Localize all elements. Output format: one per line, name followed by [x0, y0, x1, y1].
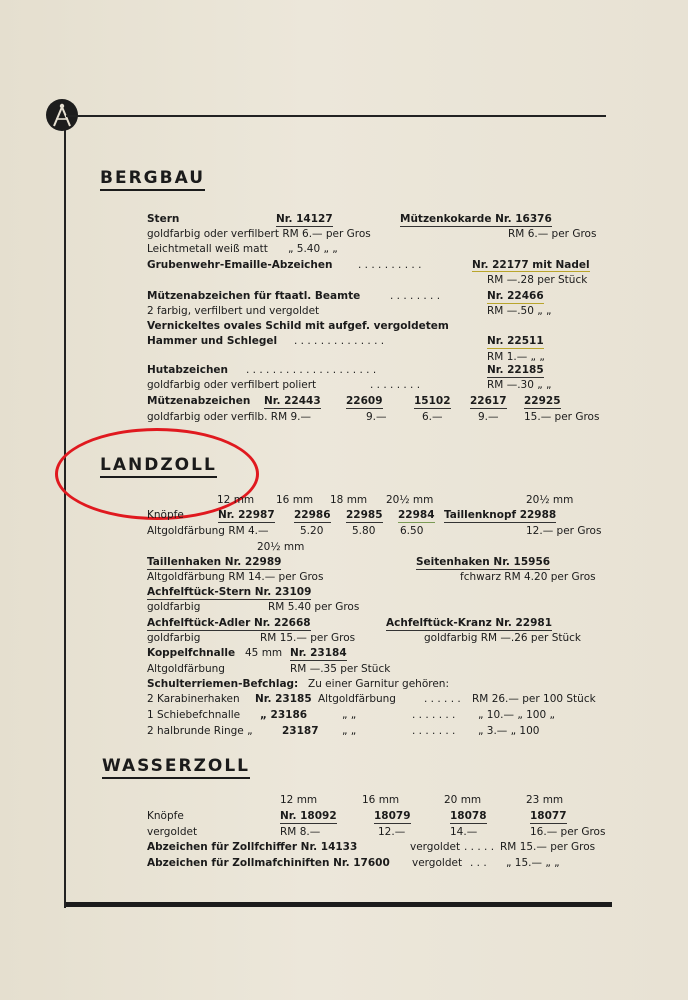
size-label: 18 mm [330, 494, 368, 506]
item-desc: Altgoldfärbung RM 14.— per Gros [147, 571, 324, 583]
size-label: 12 mm [217, 494, 255, 506]
item-desc: Leichtmetall weiß matt [147, 243, 268, 255]
item-number: 23187 [282, 725, 319, 737]
item-desc: Zu einer Garnitur gehören: [308, 678, 449, 690]
size-label: 20 mm [444, 794, 482, 806]
item-name: Achfelftück-Adler Nr. 22668 [147, 617, 311, 629]
item-price: RM 6.— per Gros [508, 228, 597, 240]
item-name: Abzeichen für Zollfchiffer Nr. 14133 [147, 841, 358, 853]
item-number: Nr. 22185 [487, 364, 544, 376]
item-name: Schulterriemen-Befchlag: [147, 678, 299, 690]
item-price: 6.— [422, 411, 443, 423]
item-number: Nr. 22443 [264, 395, 321, 407]
item-name: Achfelftück-Kranz Nr. 22981 [386, 617, 553, 629]
leader-dots: . . . . . . . . . . . . . . [294, 335, 385, 347]
item-desc: Altgoldfärbung [147, 663, 225, 675]
item-name: Taillenknopf 22988 [444, 509, 557, 521]
leader-dots: . . . . . . . [412, 709, 456, 721]
item-name: Hammer und Schlegel [147, 335, 278, 347]
item-number: 18078 [450, 810, 487, 822]
item-desc: goldfarbig [147, 632, 201, 644]
item-number: 22925 [524, 395, 561, 407]
item-number: 22985 [346, 509, 383, 521]
item-number: Nr. 22466 [487, 290, 544, 302]
item-desc: Altgoldfärbung [318, 693, 396, 705]
item-name: Koppelfchnalle [147, 647, 236, 659]
item-desc: goldfarbig oder verfilbert RM 6.— per Gros [147, 228, 371, 240]
item-desc: vergoldet [412, 857, 463, 869]
item-name: Seitenhaken Nr. 15956 [416, 556, 551, 568]
item-price: goldfarbig RM —.26 per Stück [424, 632, 582, 644]
leader-dots: . . . . . . [424, 693, 461, 705]
item-price: 5.20 [300, 525, 324, 537]
item-price: „ 15.— „ „ [506, 857, 560, 869]
item-number: Nr. 22511 [487, 335, 544, 347]
item-name: Hutabzeichen [147, 364, 229, 376]
item-number: Nr. 14127 [276, 213, 333, 225]
item-name: Grubenwehr-Emaille-Abzeichen [147, 259, 333, 271]
leader-dots: . . . [470, 857, 487, 869]
item-desc: vergoldet [410, 841, 461, 853]
item-price: 5.80 [352, 525, 376, 537]
item-number: Nr. 23185 [255, 693, 312, 705]
item-price: RM —.28 per Stück [487, 274, 588, 286]
item-price: 15.— per Gros [524, 411, 600, 423]
size-label: 20½ mm [386, 494, 434, 506]
item-price: RM 26.— per 100 Stück [472, 693, 596, 705]
size-label: 23 mm [526, 794, 564, 806]
leader-dots: . . . . . [464, 841, 495, 853]
item-number: 18077 [530, 810, 567, 822]
frame-top-rule [66, 115, 606, 117]
item-price: RM —.50 „ „ [487, 305, 552, 317]
item-number: Nr. 23184 [290, 647, 347, 659]
item-number: 22984 [398, 509, 435, 521]
frame-left-rule [64, 130, 66, 908]
size-label: 45 mm [245, 647, 283, 659]
item-price: RM 8.— [280, 826, 321, 838]
size-label: 12 mm [280, 794, 318, 806]
item-desc: fchwarz RM 4.20 per Gros [460, 571, 596, 583]
item-price: RM 1.— „ „ [487, 351, 545, 363]
item-name: Mützenabzeichen für ftaatl. Beamte [147, 290, 361, 302]
heading-landzoll: LANDZOLL [100, 455, 217, 478]
heading-bergbau: BERGBAU [100, 168, 205, 191]
size-label: 20½ mm [257, 541, 305, 553]
leader-dots: . . . . . . . . . . [358, 259, 422, 271]
item-price: RM 5.40 per Gros [268, 601, 360, 613]
item-desc: goldfarbig oder verfilb. RM 9.— [147, 411, 311, 423]
item-desc: Altgoldfärbung RM 4.— [147, 525, 269, 537]
item-name: Abzeichen für Zollmafchiniften Nr. 17600 [147, 857, 390, 869]
item-price: 9.— [366, 411, 387, 423]
item-name: Knöpfe [147, 810, 184, 822]
leader-dots: . . . . . . . . [370, 379, 421, 391]
item-price: 6.50 [400, 525, 424, 537]
item-number: 22986 [294, 509, 331, 521]
item-price: 9.— [478, 411, 499, 423]
item-price: RM —.30 „ „ [487, 379, 552, 391]
item-desc: 2 farbig, verfilbert und vergoldet [147, 305, 320, 317]
item-name: Knöpfe [147, 509, 184, 521]
item-price: 16.— per Gros [530, 826, 606, 838]
leader-dots: . . . . . . . . . . . . . . . . . . . . [246, 364, 377, 376]
frame-bottom-rule [66, 902, 612, 907]
leader-dots: . . . . . . . [412, 725, 456, 737]
item-desc: goldfarbig oder verfilbert poliert [147, 379, 317, 391]
item-desc: 1 Schiebefchnalle [147, 709, 241, 721]
item-number: 22609 [346, 395, 383, 407]
item-price: „ 5.40 „ „ [288, 243, 338, 255]
item-desc: vergoldet [147, 826, 198, 838]
item-number: Nr. 22177 mit Nadel [472, 259, 590, 271]
item-price: RM —.35 per Stück [290, 663, 391, 675]
item-desc: goldfarbig [147, 601, 201, 613]
ditto-marks: „ „ [342, 725, 357, 737]
item-name: Mützenkokarde Nr. 16376 [400, 213, 552, 225]
item-price: „ 10.— „ 100 „ [478, 709, 555, 721]
item-number: „ 23186 [260, 709, 308, 721]
ditto-marks: „ „ [342, 709, 357, 721]
leader-dots: . . . . . . . . [390, 290, 441, 302]
item-price: 14.— [450, 826, 478, 838]
item-name: Achfelftück-Stern Nr. 23109 [147, 586, 312, 598]
size-label: 16 mm [362, 794, 400, 806]
size-label: 16 mm [276, 494, 314, 506]
item-price: 12.— [378, 826, 406, 838]
size-label: 20½ mm [526, 494, 574, 506]
item-name: Vernickeltes ovales Schild mit aufgef. vergoldetem [147, 320, 449, 332]
item-desc: 2 Karabinerhaken [147, 693, 240, 705]
item-price: 12.— per Gros [526, 525, 602, 537]
item-price: „ 3.— „ 100 [478, 725, 540, 737]
item-name: Stern [147, 213, 180, 225]
item-number: Nr. 22987 [218, 509, 275, 521]
item-name: Mützenabzeichen [147, 395, 251, 407]
item-number: 22617 [470, 395, 507, 407]
item-price: RM 15.— per Gros [260, 632, 356, 644]
item-number: 18079 [374, 810, 411, 822]
item-price: RM 15.— per Gros [500, 841, 596, 853]
item-number: Nr. 18092 [280, 810, 337, 822]
item-name: Taillenhaken Nr. 22989 [147, 556, 282, 568]
heading-wasserzoll: WASSERZOLL [102, 756, 250, 779]
item-desc: 2 halbrunde Ringe „ [147, 725, 253, 737]
item-number: 15102 [414, 395, 451, 407]
